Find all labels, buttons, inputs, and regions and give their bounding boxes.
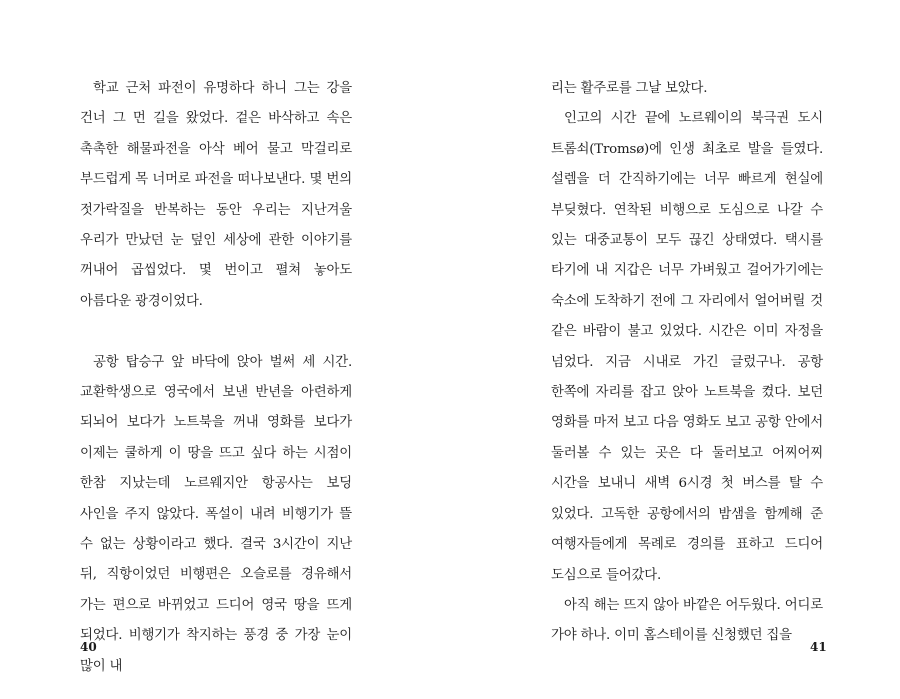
left-paragraph-2: 공항 탑승구 앞 바닥에 앉아 벌써 세 시간. 교환학생으로 영국에서 보낸 반년을 아련하게 되뇌어 보다가 노트북을 꺼내 영화를 보다가 이제는 쿨하게 이 땅을 뜨고 싶다 하는 시점이 한참 지났는데 노르웨지안 항공사는 보딩 사인을 주지 않았다. 폭설이 내려 비행기가 뜰 수 없는 상황이라고 했다. 결국 3시간이 지난 뒤, 직항이었던 비행편은 오슬로를 경유해서 가는 편으로 바뀌었고 드디어 영국 땅을 뜨게 되었다. 비행기가 착지하는 풍경 중 가장 눈이 많이 내 [80,354,352,674]
right-page [450,0,900,699]
left-paragraph-1: 학교 근처 파전이 유명하다 하니 그는 강을 건너 그 먼 길을 왔었다. 겉은 바삭하고 속은 촉촉한 해물파전을 아삭 베어 물고 막걸리로 부드럽게 목 너머로 파전을 떠나보낸다. 몇 번의 젓가락질을 반복하는 동안 우리는 지난겨울 우리가 만났던 눈 덮인 세상에 관한 이야기를 꺼내어 곱씹었다. 몇 번이고 펼쳐 놓아도 아름다운 광경이었다. [80,81,352,309]
right-paragraph-2: 인고의 시간 끝에 노르웨이의 북극권 도시 트롬쇠(Tromsø)에 인생 최초로 발을 들였다. 설렘을 더 간직하기에는 너무 빠르게 현실에 부딪혔다. 연착된 비행으로 도심으로 나갈 수 있는 대중교통이 모두 끊긴 상태였다. 택시를 타기에 내 지갑은 너무 가벼웠고 걸어가기에는 숙소에 도착하기 전에 그 자리에서 얼어버릴 것 같은 바람이 불고 있었다. 시간은 이미 자정을 넘었다. 지금 시내로 가긴 글렀구나. 공항 한쪽에 자리를 잡고 앉아 노트북을 켰다. 보던 영화를 마저 보고 다음 영화도 보고 공항 안에서 둘러볼 수 있는 곳은 다 둘러보고 어찌어찌 시간을 보내니 새벽 6시경 첫 버스를 탈 수 있었다. 고독한 공항에서의 밤샘을 함께해 준 여행자들에게 목례로 경의를 표하고 드디어 도심으로 들어갔다. [551,111,823,583]
right-page-body [551,74,823,652]
left-page-number: 40 [80,640,97,654]
right-page-number: 41 [810,640,827,654]
left-page-body [80,74,352,682]
right-paragraph-3: 아직 해는 뜨지 않아 바깥은 어두웠다. 어디로 가야 하나. 이미 홈스테이를 신청했던 집을 [551,597,823,644]
right-paragraph-1: 리는 활주로를 그날 보았다. [551,81,708,96]
